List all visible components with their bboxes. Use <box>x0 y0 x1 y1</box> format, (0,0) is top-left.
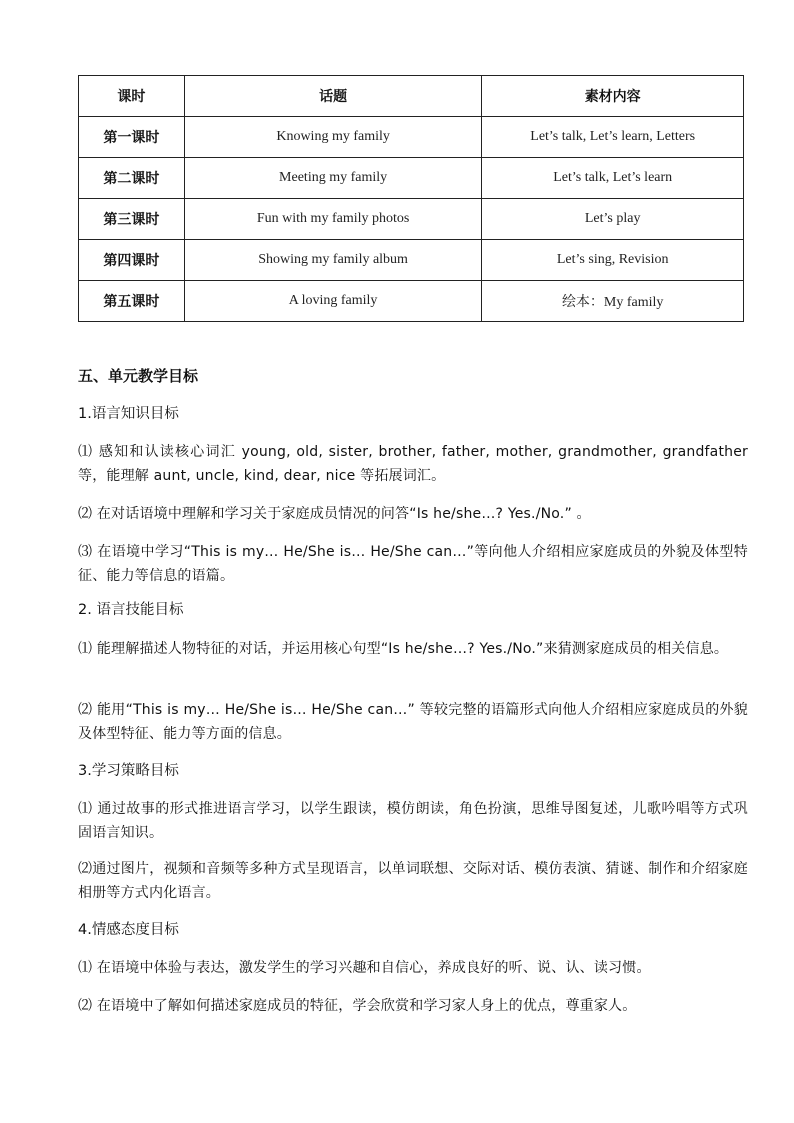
topic-cell: Fun with my family photos <box>184 199 482 240</box>
lesson-cell: 第五课时 <box>79 281 185 322</box>
material-cell: Let’s sing, Revision <box>482 240 744 281</box>
goal-3-title: 3.学习策略目标 <box>78 763 179 779</box>
lesson-cell: 第四课时 <box>79 240 185 281</box>
header-lesson: 课时 <box>79 76 185 117</box>
topic-cell: Knowing my family <box>184 117 482 158</box>
goal-2-item-1: ⑴ 能理解描述人物特征的对话，并运用核心句型“Is he/she…? Yes./No.”来猜测家庭成员的相关信息。 <box>78 641 729 657</box>
goal-3-item-2: ⑵通过图片，视频和音频等多种方式呈现语言，以单词联想、交际对话、模仿表演、猜谜、制作和介绍家庭相册等方式内化语言。 <box>78 861 748 901</box>
table-row <box>79 240 744 281</box>
table-header-row <box>79 76 744 117</box>
material-cell: Let’s talk, Let’s learn <box>482 158 744 199</box>
material-cell: Let’s play <box>482 199 744 240</box>
material-cell: Let’s talk, Let’s learn, Letters <box>482 117 744 158</box>
topic-cell: Meeting my family <box>184 158 482 199</box>
goal-1-item-2: ⑵ 在对话语境中理解和学习关于家庭成员情况的问答“Is he/she…? Yes./No.” 。 <box>78 506 591 522</box>
goal-4-item-2: ⑵ 在语境中了解如何描述家庭成员的特征，学会欣赏和学习家人身上的优点，尊重家人。 <box>78 998 637 1014</box>
goal-3-item-1: ⑴ 通过故事的形式推进语言学习，以学生跟读，模仿朗读，角色扮演，思维导图复述，儿歌吟唱等方式巩固语言知识。 <box>78 801 748 841</box>
table-row <box>79 158 744 199</box>
table-row <box>79 199 744 240</box>
goal-4-title: 4.情感态度目标 <box>78 922 179 938</box>
lesson-table <box>78 75 744 322</box>
goal-2-title: 2. 语言技能目标 <box>78 602 184 618</box>
header-topic: 话题 <box>184 76 482 117</box>
table-row <box>79 117 744 158</box>
lesson-cell: 第一课时 <box>79 117 185 158</box>
goal-1-item-3: ⑶ 在语境中学习“This is my… He/She is… He/She can…”等向他人介绍相应家庭成员的外貌及体型特征、能力等信息的语篇。 <box>78 544 748 584</box>
goal-2-item-2: ⑵ 能用“This is my… He/She is… He/She can…” 等较完整的语篇形式向他人介绍相应家庭成员的外貌及体型特征、能力等方面的信息。 <box>78 702 748 742</box>
goal-4-item-1: ⑴ 在语境中体验与表达，激发学生的学习兴趣和自信心，养成良好的听、说、认、读习惯。 <box>78 960 651 976</box>
section-title: 五、单元教学目标 <box>78 367 199 385</box>
lesson-cell: 第二课时 <box>79 158 185 199</box>
material-cell: 绘本：My family <box>482 281 744 322</box>
topic-cell: Showing my family album <box>184 240 482 281</box>
lesson-cell: 第三课时 <box>79 199 185 240</box>
table-row <box>79 281 744 322</box>
header-material: 素材内容 <box>482 76 744 117</box>
topic-cell: A loving family <box>184 281 482 322</box>
goal-1-title: 1.语言知识目标 <box>78 406 179 422</box>
goal-1-item-1: ⑴ 感知和认读核心词汇 young, old, sister, brother, father, mother, grandmother, grandfather 等，能理解 aunt, uncle, kind, dear, nice 等拓展词汇。 <box>78 444 748 484</box>
